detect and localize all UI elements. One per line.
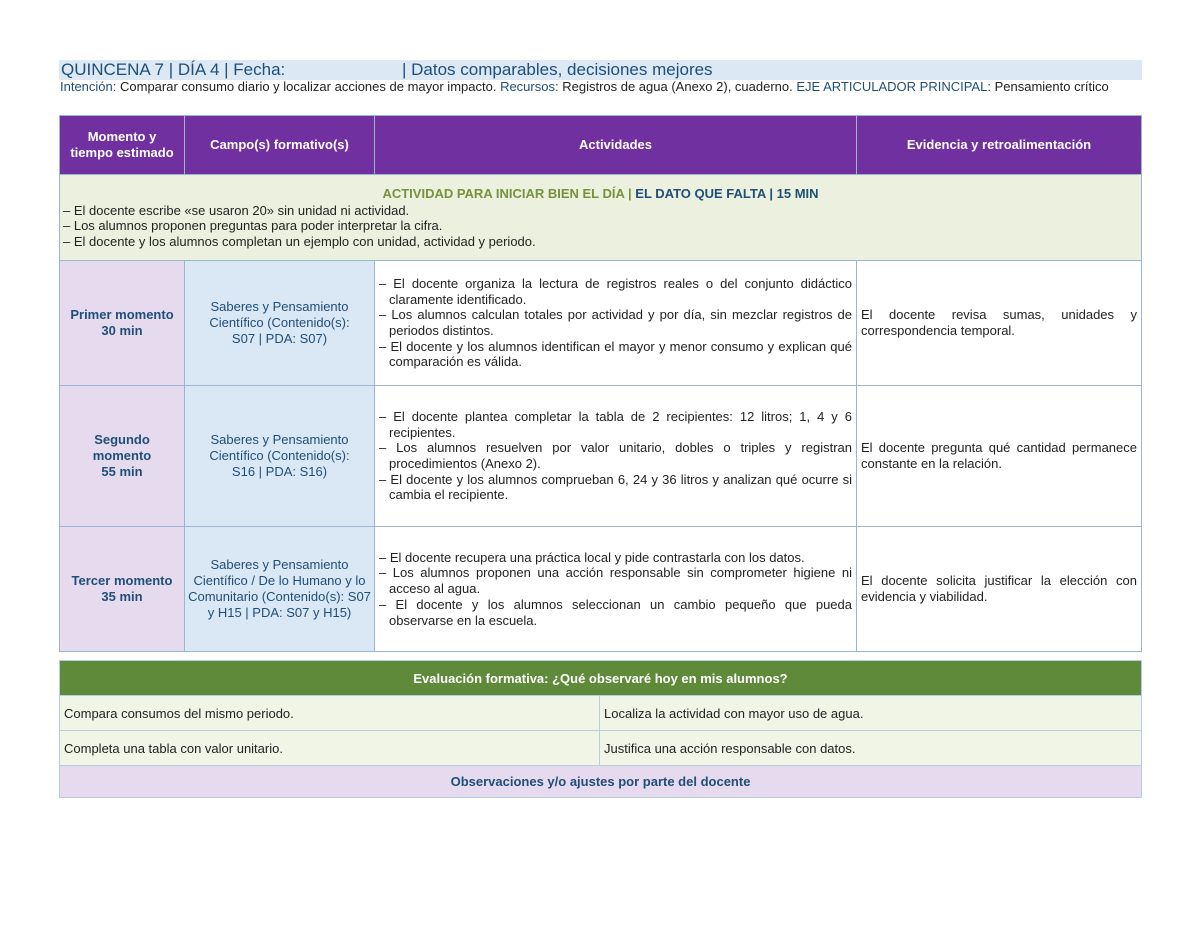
morning-title-blue: EL DATO QUE FALTA | 15 MIN [635,186,819,201]
evaluation-item: Completa una tabla con valor unitario. [60,731,600,766]
activity-item: – Los alumnos calculan totales por actividad y por día, sin mezclar registros de periodos distintos. [379,307,852,338]
intencion-label: Intención: [60,79,117,94]
table-row-segundo [60,386,1142,527]
evaluation-item: Justifica una acción responsable con datos. [600,731,1142,766]
header-title-right: | Datos comparables, decisiones mejores [402,60,713,79]
header-evidencia: Evidencia y retroalimentación [857,116,1142,175]
morning-line: – El docente escribe «se usaron 20» sin unidad ni actividad. [63,202,410,218]
activity-item: – El docente y los alumnos identifican el mayor y menor consumo y explican qué comparación es válida. [379,338,852,370]
momento-cell [60,261,185,386]
evidencia-cell: El docente solicita justificar la elección con evidencia y viabilidad. [857,527,1142,652]
header-title-left: QUINCENA 7 | DÍA 4 | Fecha: [61,60,286,79]
recursos-label: Recursos: [500,79,559,94]
activity-item: – El docente plantea completar la tabla de 2 recipientes: 12 litros; 1, 4 y 6 recipientes. [379,408,852,440]
momento-time: 30 min [101,323,143,338]
morning-activity [60,175,1142,261]
momento-time: 35 min [101,589,143,604]
evidencia-cell: El docente pregunta qué cantidad permanece constante en la relación. [857,386,1142,527]
evaluation-title: Evaluación formativa: ¿Qué observaré hoy en mis alumnos? [60,661,1142,696]
momento-cell [60,386,185,527]
evaluation-header-row [60,661,1142,696]
morning-activity-row [60,175,1142,261]
actividades-cell [375,261,857,386]
header-row [60,116,1142,175]
activity-item: – Los alumnos resuelven por valor unitario, dobles o triples y registran procedimientos (Anexo 2). [379,440,852,471]
intencion-text: Comparar consumo diario y localizar acciones de mayor impacto. [120,79,497,94]
momento-name: Segundo momento [92,432,152,463]
campo-cell [185,527,375,652]
evaluation-item: Localiza la actividad con mayor uso de agua. [600,696,1142,731]
eje-label: EJE ARTICULADOR PRINCIPAL: [796,79,991,94]
morning-line: – Los alumnos proponen preguntas para poder interpretar la cifra. [63,218,443,233]
header-actividades: Actividades [375,116,857,175]
momento-cell [60,527,185,652]
momento-name: Tercer momento [71,573,173,588]
recursos-text: Registros de agua (Anexo 2), cuaderno. [562,79,793,94]
evaluation-row [60,731,1142,766]
header-momento-text: Momento y tiempo estimado [70,129,174,160]
momento-time: 55 min [101,464,143,479]
activity-item: – El docente y los alumnos seleccionan un cambio pequeño que pueda observarse en la escuela. [379,596,852,628]
campo-cell [185,261,375,386]
activity-item: – Los alumnos proponen una acción responsable sin comprometer higiene ni acceso al agua. [379,565,852,597]
morning-title-green: ACTIVIDAD PARA INICIAR BIEN EL DÍA | [382,186,632,201]
actividades-cell [375,527,857,652]
morning-line: – El docente y los alumnos completan un ejemplo con unidad, actividad y periodo. [63,233,536,249]
plan-table [59,115,1142,652]
header-momento [60,116,185,175]
observaciones-row [60,766,1142,798]
evaluation-item: Compara consumos del mismo periodo. [60,696,600,731]
campo-text: Saberes y Pensamiento Científico (Contenido(s): S16 | PDA: S16) [209,432,350,479]
intent-paragraph [60,79,1142,95]
header-bar [59,60,1142,80]
activity-item: – El docente organiza la lectura de registros reales o del conjunto didáctico claramente identificado. [379,275,852,307]
evaluation-row [60,696,1142,731]
eje-text: Pensamiento crítico [994,79,1109,94]
table-row-tercer [60,527,1142,652]
table-row-primer [60,261,1142,386]
campo-cell [185,386,375,527]
activity-item: – El docente y los alumnos comprueban 6, 24 y 36 litros y analizan qué ocurre si cambia el recipiente. [379,471,852,503]
campo-text: Saberes y Pensamiento Científico (Contenido(s): S07 | PDA: S07) [209,299,350,346]
actividades-cell [375,386,857,527]
momento-name: Primer momento [70,307,174,322]
evaluation-table [59,660,1142,798]
observaciones-label: Observaciones y/o ajustes por parte del docente [60,766,1142,798]
header-campo: Campo(s) formativo(s) [185,116,375,175]
morning-title [63,186,1138,202]
campo-text: Saberes y Pensamiento Científico / De lo Humano y lo Comunitario (Contenido(s): S07 y H15 | PDA: S07 y H15) [188,557,371,620]
activity-item: – El docente recupera una práctica local y pide contrastarla con los datos. [379,549,805,565]
evidencia-cell: El docente revisa sumas, unidades y correspondencia temporal. [857,261,1142,386]
